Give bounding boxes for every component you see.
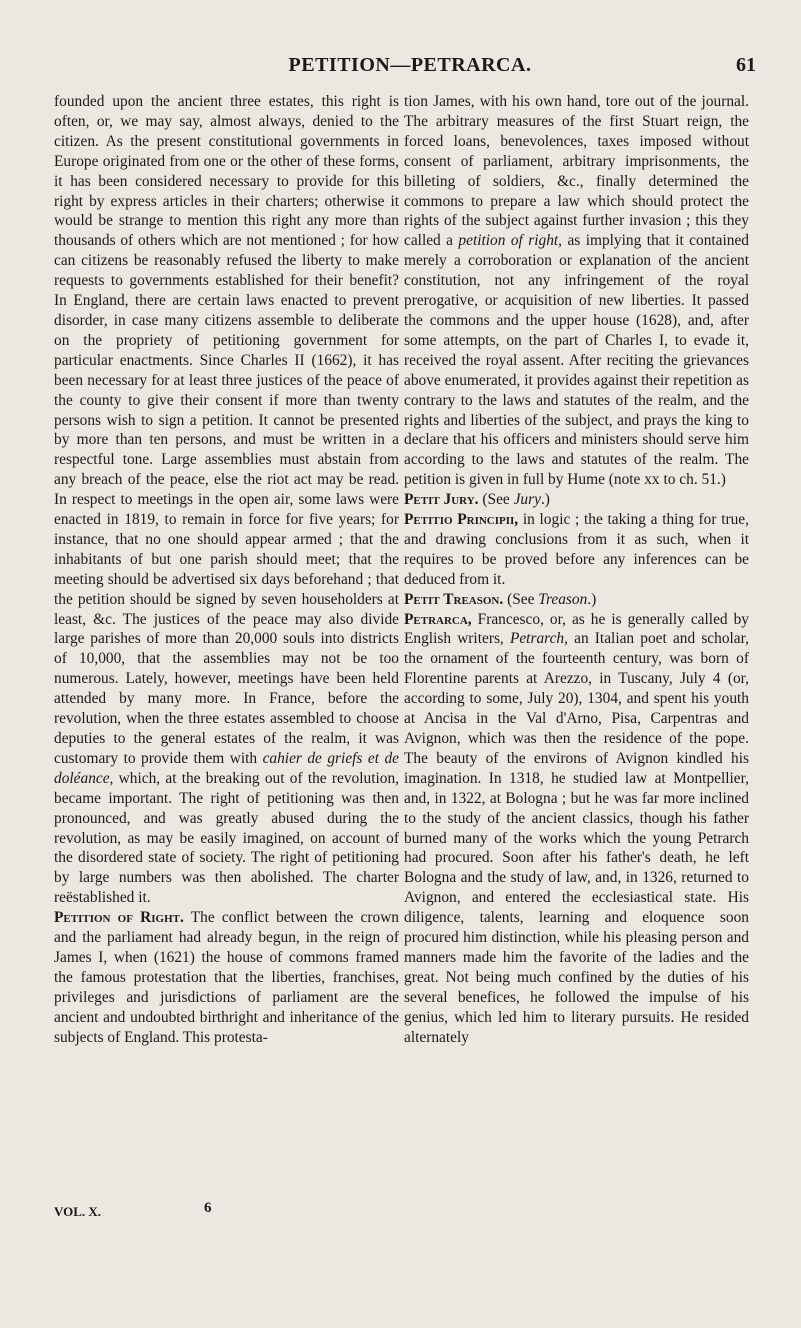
entry-text: (See [478,491,514,509]
entry-heading: Petit Treason. [404,590,504,608]
entry-heading: Petitio Principii, [404,511,519,529]
entry-heading: Petit Jury. [404,491,479,509]
entry-text: Francesco, or, as he is generally called by English writers, [404,610,749,648]
entry-text: .) [540,491,550,509]
text-run: which, at the breaking out of the revolution, became important. The right of petitioning was then pronounced, and was greatly abused during the revolution, as may be easily imagined, on account of the disordered state of society. The right of petitioning by large numbers was then abolished. The charter reëstablished it. [54,769,399,907]
entry-petitio-principii [404,510,749,590]
entry-text: .) [587,590,597,608]
page-number: 61 [736,54,756,76]
left-column [54,92,399,1048]
right-column [404,92,749,1048]
cross-reference: Jury [513,491,541,509]
entry-petit-treason [404,590,749,610]
entry-text: an Italian poet and scholar, the ornament of the fourteenth century, was born of Florentine parents at Arezzo, in Tuscany, July 4 (or, according to some, July 20), 1304, and spent his youth at Ancisa in the Val d'Arno, Pisa, Carpentras and Avignon, which was then the residence of the pope. The beauty of the environs of Avignon kindled his imagination. In 1318, he studied law at Montpellier, and, in 1322, at Bologna ; but he was far more inclined to the study of the ancient classics, though his father burned many of the works which the young Petrarch had procured. Soon after his father's death, he left Bologna and the study of law, and, in 1326, returned to Avignon, and entered the ecclesiastical state. His diligence, talents, learning and eloquence soon procured him distinction, while his pleasing person and manners made him the favorite of the ladies and the great. Not being much confined by the duties of his several benefices, he followed the impulse of his genius, which led him to literary pursuits. He resided alternately [404,630,749,1046]
entry-heading: Petrarca, [404,610,472,628]
entry-heading: Petition of Right. [54,909,184,927]
text-run: tion James, with his own hand, tore out of the journal. The arbitrary measures of the first Stuart reign, the forced loans, benevolences, taxes imposed without consent of parliament, arbitrary imprisonments, the billeting of soldiers, &c., finally determined the commons to prepare a law which should protect the rights of the subject against further invasion ; this they called a [404,93,749,250]
text-run: as implying that it contained merely a corroboration or explanation of the ancient constitution, not any infringement of the royal prerogative, or acquisition of new liberties. It passed the commons and the upper house (1628), and, after some attempts, on the part of Charles I, to evade it, received the royal assent. After reciting the grievances above enumerated, it provides against their repetition as contrary to the laws and statutes of the realm, and the rights and liberties of the subject, and prays the king to declare that his officers and ministers should serve him according to the laws and statutes of the realm. The petition is given in full by Hume (note xx to ch. 51.) [404,232,749,489]
italic-text: petition of right, [458,232,563,250]
entry-petrarca [404,610,749,1048]
italic-text: Petrarch, [509,630,568,648]
running-head: PETITION—PETRARCA. [288,54,532,76]
signature-mark: 6 [204,1200,212,1216]
cross-reference: Treason [538,590,588,608]
entry-text: in logic ; the taking a thing for true, and drawing conclusions from it as such, when it requires to be proved before any inferences can be deduced from it. [404,511,749,588]
volume-label: VOL. X. [54,1204,102,1219]
italic-text: cahier de griefs et de doléance, [54,749,399,787]
page-header [60,54,760,84]
entry-petit-jury [404,490,749,510]
paragraph [54,92,399,908]
paragraph [404,92,749,490]
entry-text: (See [503,590,539,608]
page-footer [54,1200,399,1226]
entry-text: The conflict between the crown and the parliament had already begun, in the reign of James I, when (1621) the house of commons framed the famous protestation that the liberties, franchises, privileges and jurisdictions of parliament are the ancient and undoubted birthright and inheritance of the subjects of England. This protesta- [54,909,400,1046]
entry-petition-of-right [54,908,399,1047]
text-run: founded upon the ancient three estates, this right is often, or, we may say, almost always, denied to the citizen. As the present constitutional governments in Europe originated from one or the other of these forms, it has been considered necessary to provide for this right by express articles in their charters; otherwise it would be strange to mention this right any more than thousands of others which are not mentioned ; for how can citizens be reasonably refused the liberty to make requests to governments established for their benefit? In England, there are certain laws enacted to prevent disorder, in case many citizens assemble to deliberate on the propriety of petitioning government for particular enactments. Since Charles II (1662), it has been necessary for at least three justices of the peace of the county to give their consent if more than twenty persons wish to sign a petition. It cannot be presented by more than ten persons, and must be written in a respectful tone. Large assemblies must abstain from any breach of the peace, else the riot act may be read. In respect to meetings in the open air, some laws were enacted in 1819, to remain in force for five years; for instance, that no one should appear armed ; that the inhabitants of but one parish should meet; that the meeting should be advertised six days beforehand ; that the petition should be signed by seven householders at least, &c. The justices of the peace may also divide large parishes of more than 20,000 souls into districts of 10,000, that the assemblies may not be too numerous. Lately, however, meetings have been held attended by many more. In France, before the revolution, when the three estates assembled to choose deputies to the general estates of the realm, it was customary to provide them with [54,93,399,767]
